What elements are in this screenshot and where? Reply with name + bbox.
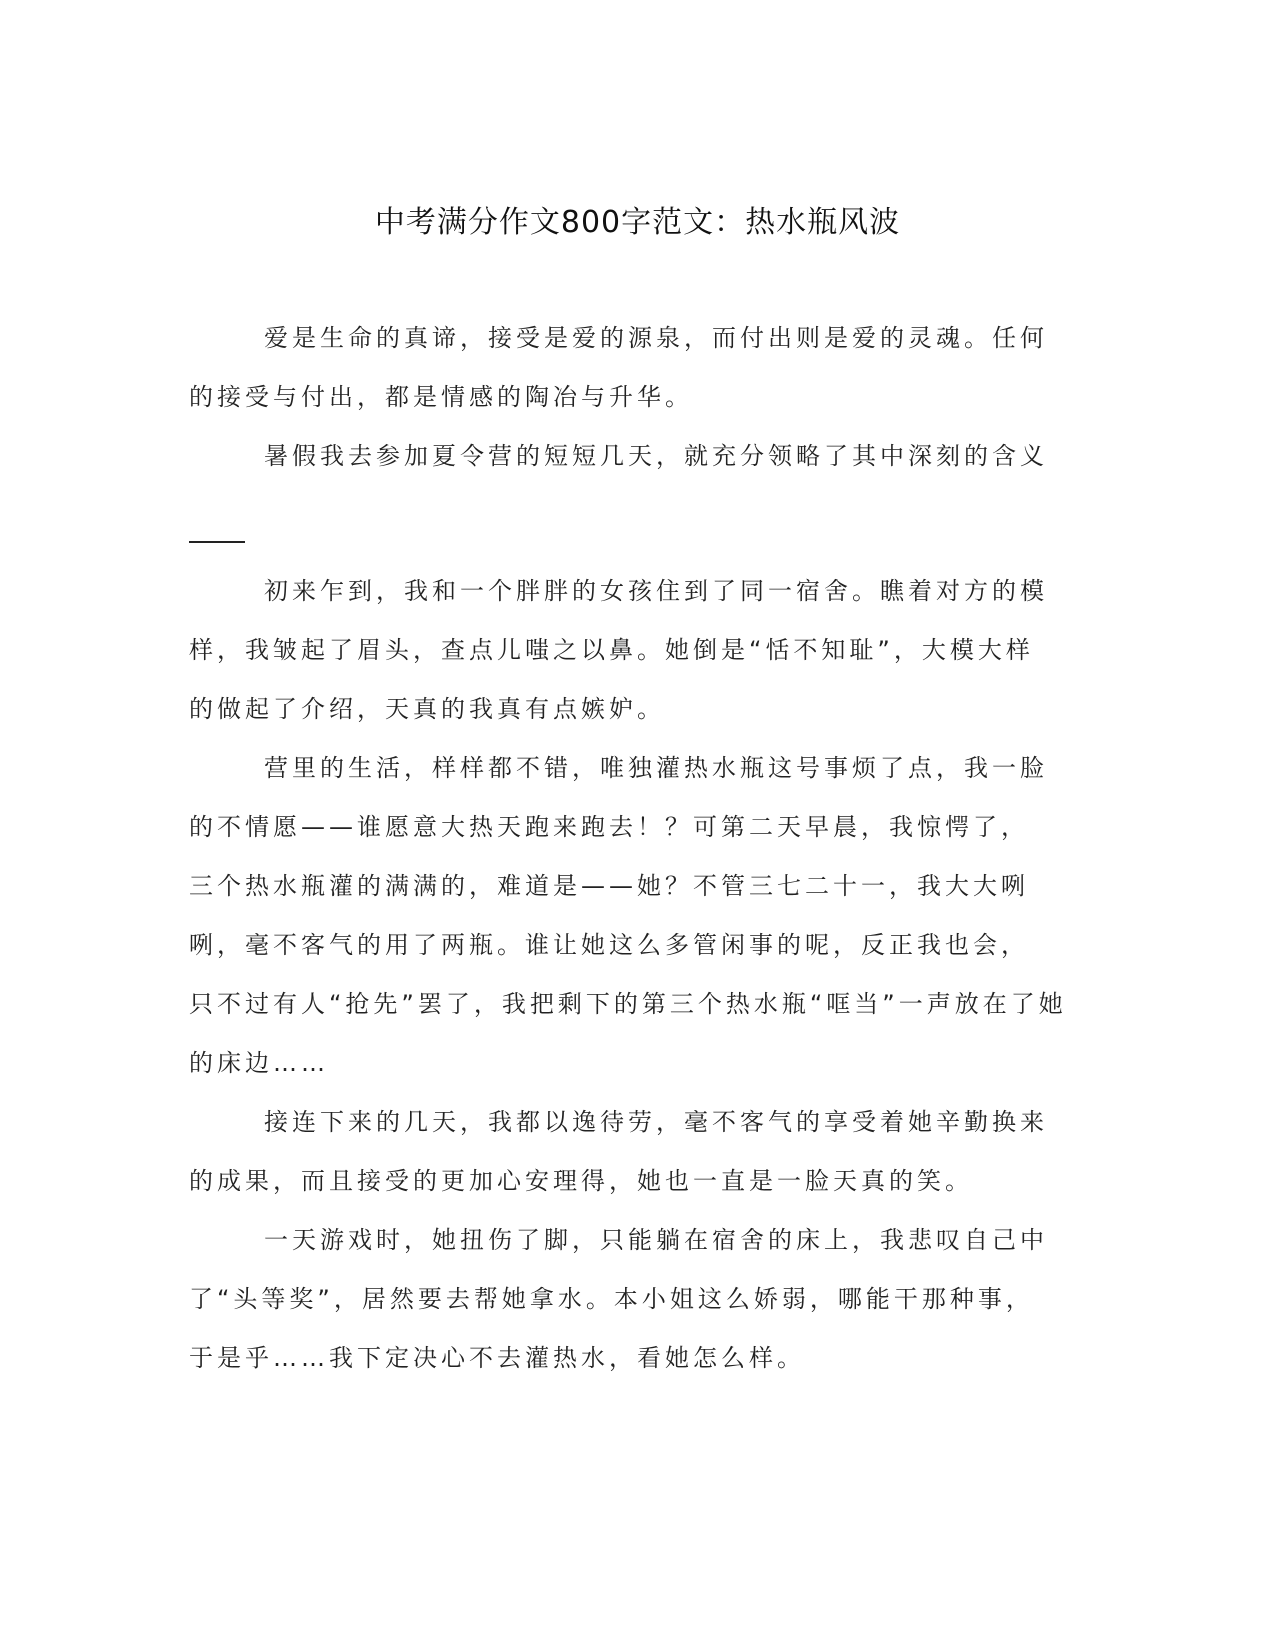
document-title: 中考满分作文800字范文：热水瓶风波 (374, 205, 901, 240)
text-line: 爱是生命的真谛，接受是爱的源泉，而付出则是爱的灵魂。任何 (264, 324, 1048, 352)
text-line: 暑假我去参加夏令营的短短几天，就充分领略了其中深刻的含义 (264, 442, 1048, 470)
text-line: 的成果，而且接受的更加心安理得，她也一直是一脸天真的笑。 (189, 1167, 973, 1195)
em-dash-line (189, 541, 245, 543)
text-line: 了“头等奖”，居然要去帮她拿水。本小姐这么娇弱，哪能干那种事， (189, 1285, 1034, 1313)
text-line: 营里的生活，样样都不错，唯独灌热水瓶这号事烦了点，我一脸 (264, 754, 1048, 782)
text-line: 的做起了介绍，天真的我真有点嫉妒。 (189, 695, 665, 723)
text-line: 三个热水瓶灌的满满的，难道是——她？不管三七二十一，我大大咧 (189, 872, 1029, 900)
text-line: 于是乎……我下定决心不去灌热水，看她怎么样。 (189, 1344, 805, 1372)
text-line: 初来乍到，我和一个胖胖的女孩住到了同一宿舍。瞧着对方的模 (264, 577, 1048, 605)
text-line: 样，我皱起了眉头，查点儿嗤之以鼻。她倒是“恬不知耻”，大模大样 (189, 636, 1034, 664)
text-line: 一天游戏时，她扭伤了脚，只能躺在宿舍的床上，我悲叹自己中 (264, 1226, 1048, 1254)
text-line: 接连下来的几天，我都以逸待劳，毫不客气的享受着她辛勤换来 (264, 1108, 1048, 1136)
text-line: 的接受与付出，都是情感的陶冶与升华。 (189, 383, 693, 411)
text-line: 只不过有人“抢先”罢了，我把剩下的第三个热水瓶“哐当”一声放在了她 (189, 990, 1067, 1018)
text-line: 咧，毫不客气的用了两瓶。谁让她这么多管闲事的呢，反正我也会， (189, 931, 1029, 959)
text-line: 的不情愿——谁愿意大热天跑来跑去！？可第二天早晨，我惊愕了， (189, 813, 1029, 841)
text-line: 的床边…… (189, 1049, 329, 1077)
